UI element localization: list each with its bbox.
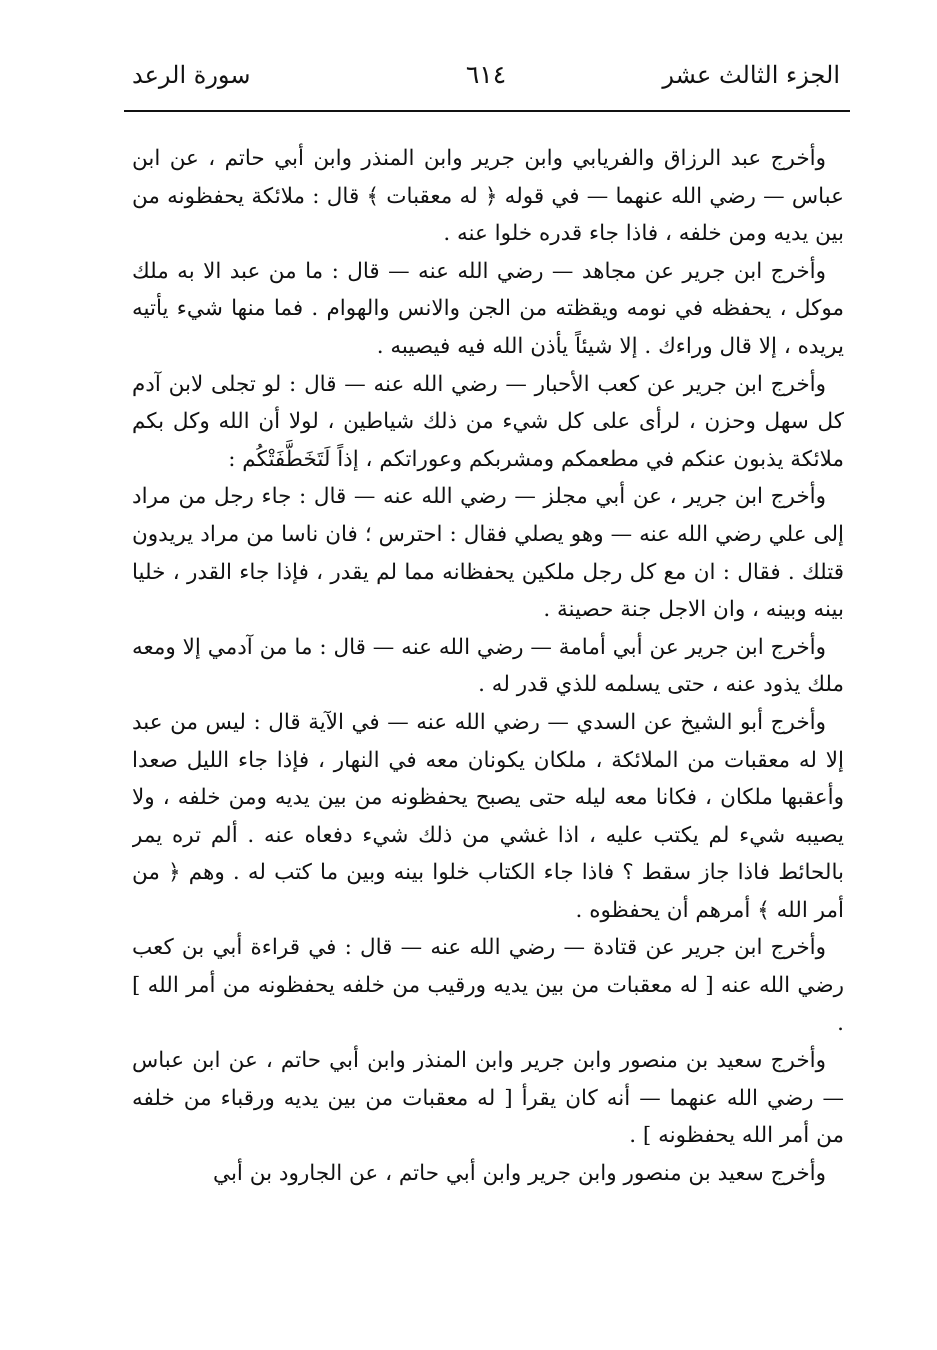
page-header bbox=[130, 52, 842, 98]
paragraph-5: وأخرج ابن جرير عن أبي أمامة — رضي الله عنه — قال : ما من آدمي إلا ومعه ملك يذود عنه ، حتى يسلمه للذي قدر له . bbox=[132, 634, 844, 698]
paragraph-6: وأخرج أبو الشيخ عن السدي — رضي الله عنه — في الآية قال : ليس من عبد إلا له معقبات من الملائكة ، ملكان يكونان معه في النهار ، فإذا جاء الليل صعدا وأعقبها ملكان ، فكانا معه ليله حتى يصبح يحفظونه من بين يديه ومن خلفه ، ولا يصيبه شيء لم يكتب عليه ، اذا غشي من ذلك شيء دفعاه عنه . ألم تره يمر بالحائط فاذا جاز سقط ؟ فاذا جاء الكتاب خلوا بينه وبين ما كتب له . وهم ﴿ من أمر الله ﴾ أمرهم أن يحفظوه . bbox=[132, 709, 844, 923]
page-number: ٦١٤ bbox=[465, 60, 507, 89]
paragraph-7: وأخرج ابن جرير عن قتادة — رضي الله عنه — قال : في قراءة أبي بن كعب رضي الله عنه [ له معقبات من بين يديه ورقيب من خلفه يحفظونه من أمر الله ] . bbox=[132, 935, 844, 1036]
paragraph-1: وأخرج عبد الرزاق والفريابي وابن جرير وابن المنذر وابن أبي حاتم ، عن ابن عباس — رضي الله عنهما — في قوله ﴿ له معقبات ﴾ قال : ملائكة يحفظونه من بين يديه ومن خلفه ، فاذا جاء قدره خلوا عنه . bbox=[132, 146, 844, 247]
paragraph-4: وأخرج ابن جرير ، عن أبي مجلز — رضي الله عنه — قال : جاء رجل من مراد إلى علي رضي الله عنه — وهو يصلي فقال : احترس ؛ فان ناسا من مراد يريدون قتلك . فقال : ان مع كل رجل ملكين يحفظانه مما لم يقدر ، فإذا جاء القدر ، خليا بينه وبينه ، وان الاجل جنة حصينة . bbox=[132, 484, 844, 623]
surah-title: سورة الرعد bbox=[132, 61, 251, 89]
header-rule bbox=[124, 110, 850, 112]
paragraph-9: وأخرج سعيد بن منصور وابن جرير وابن أبي حاتم ، عن الجارود بن أبي bbox=[213, 1161, 826, 1187]
paragraph-2: وأخرج ابن جرير عن مجاهد — رضي الله عنه — قال : ما من عبد الا به ملك موكل ، يحفظه في نومه ويقظته من الجن والانس والهوام . فما منها شيء يأتيه يريده ، إلا قال وراءك . إلا شيئاً يأذن الله فيه فيصيبه . bbox=[132, 258, 844, 359]
page-body bbox=[132, 140, 844, 1330]
paragraph-8: وأخرج سعيد بن منصور وابن جرير وابن المنذر وابن أبي حاتم ، عن ابن عباس — رضي الله عنهما — أنه كان يقرأ [ له معقبات من بين يديه ورقباء من خلفه من أمر الله يحفظونه ] . bbox=[132, 1048, 844, 1149]
juz-title: الجزء الثالث عشر bbox=[662, 61, 840, 89]
paragraph-3: وأخرج ابن جرير عن كعب الأحبار — رضي الله عنه — قال : لو تجلى لابن آدم كل سهل وحزن ، لرأى على كل شيء من ذلك شياطين ، لولا أن الله وكل بكم ملائكة يذبون عنكم في مطعمكم ومشربكم وعوراتكم ، إذاً لَتَخَطَّفَتْكُم : bbox=[132, 371, 844, 472]
